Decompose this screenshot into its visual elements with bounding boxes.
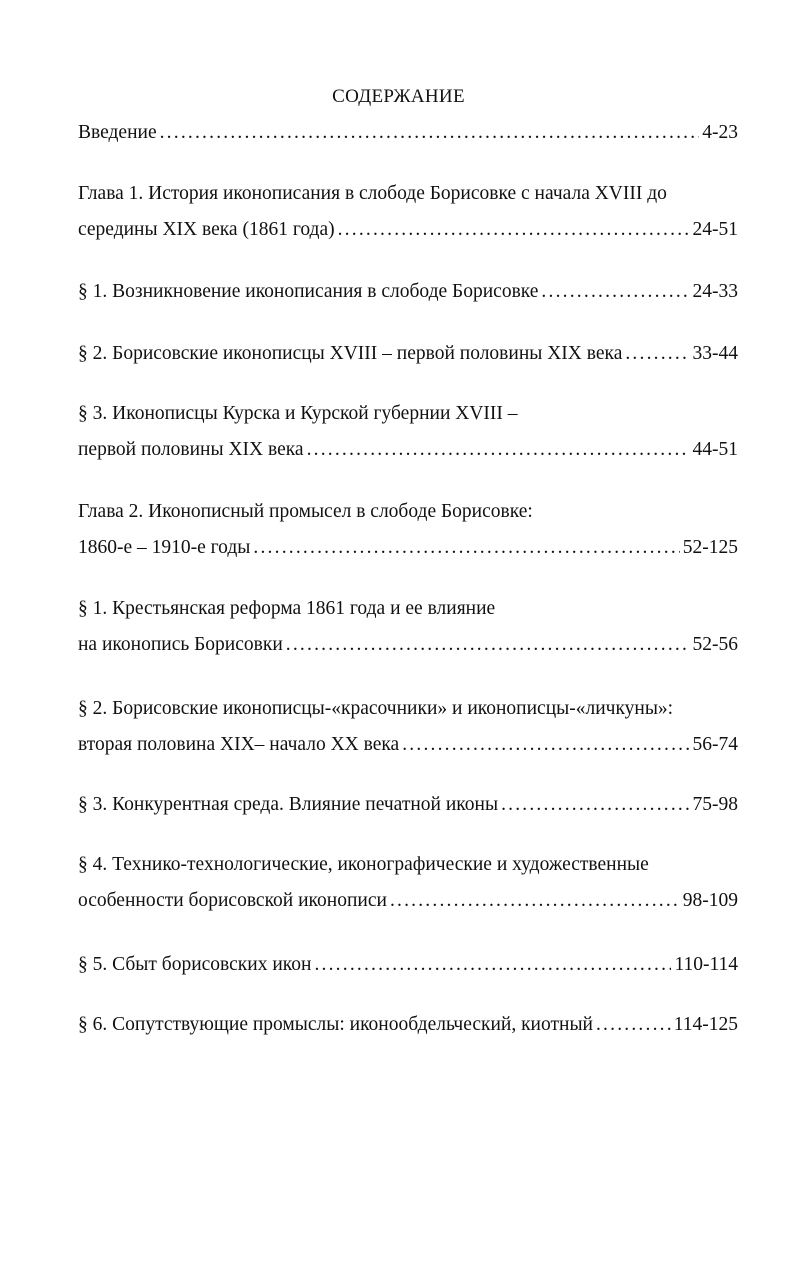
toc-entry-text: § 2. Борисовские иконописцы XVIII – первой половины XIX века — [78, 343, 623, 364]
dot-leader — [338, 218, 690, 242]
toc-page-range: 98-109 — [682, 890, 738, 911]
toc-entry-text: § 2. Борисовские иконописцы-«красочники» и иконописцы-«личкуны»: — [78, 698, 674, 719]
toc-entry-ch2-section-5 — [78, 953, 738, 977]
toc-entry-text: на иконопись Борисовки — [78, 634, 283, 655]
toc-entry-text: § 6. Сопутствующие промыслы: иконообдельческий, киотный — [78, 1014, 593, 1035]
toc-page-range: 24-33 — [692, 281, 738, 302]
toc-entry-ch1-section-1 — [78, 280, 738, 304]
toc-entry-ch1-section-3 — [78, 438, 738, 462]
toc-title: СОДЕРЖАНИЕ — [332, 86, 465, 107]
dot-leader — [307, 438, 690, 462]
toc-entry-text: § 4. Технико-технологические, иконографические и художественные — [78, 854, 649, 875]
toc-entry-text: § 3. Конкурентная среда. Влияние печатной иконы — [78, 794, 499, 815]
toc-entry-text: Глава 2. Иконописный промысел в слободе Борисовке: — [78, 501, 533, 522]
dot-leader — [541, 280, 689, 304]
dot-leader — [402, 733, 689, 757]
dot-leader — [596, 1013, 671, 1037]
toc-entry-text: Глава 1. История иконописания в слободе Борисовке с начала XVIII до — [78, 183, 667, 204]
toc-entry-ch2-section-6 — [78, 1013, 738, 1037]
toc-page-range: 33-44 — [692, 343, 738, 364]
toc-page-range: 4-23 — [702, 122, 738, 143]
toc-entry-ch2-section-3 — [78, 793, 738, 817]
toc-entry-ch2-section-2-line-1 — [78, 697, 738, 721]
toc-entry-text: § 5. Сбыт борисовских икон — [78, 954, 312, 975]
toc-entry-ch2-section-1 — [78, 633, 738, 657]
toc-page-range: 56-74 — [692, 734, 738, 755]
toc-entry-text: середины XIX века (1861 года) — [78, 219, 335, 240]
toc-entry-chapter-1-line-1 — [78, 182, 738, 206]
toc-entry-text: первой половины XIX века — [78, 439, 304, 460]
dot-leader — [160, 121, 700, 145]
dot-leader — [625, 342, 689, 366]
toc-entry-text: особенности борисовской иконописи — [78, 890, 387, 911]
dot-leader — [501, 793, 689, 817]
dot-leader — [286, 633, 690, 657]
toc-page-range: 110-114 — [674, 954, 738, 975]
toc-entry-ch1-section-3-line-1 — [78, 402, 738, 426]
toc-entry-text: Введение — [78, 122, 157, 143]
toc-entry-text: § 1. Крестьянская реформа 1861 года и ее влияние — [78, 598, 496, 619]
toc-entry-text: вторая половина XIX– начало XX века — [78, 734, 400, 755]
toc-entry-chapter-1 — [78, 218, 738, 242]
toc-entry-ch2-section-1-line-1 — [78, 597, 738, 621]
toc-page-range: 52-125 — [682, 537, 738, 558]
dot-leader — [390, 889, 680, 913]
toc-entry-ch2-section-4-line-1 — [78, 853, 738, 877]
toc-entry-text: § 3. Иконописцы Курска и Курской губернии XVIII – — [78, 403, 518, 424]
toc-page-range: 114-125 — [673, 1014, 738, 1035]
toc-page-range: 52-56 — [692, 634, 738, 655]
dot-leader — [314, 953, 671, 977]
toc-entry-ch2-section-2 — [78, 733, 738, 757]
toc-entry-introduction — [78, 121, 738, 145]
toc-entry-text: 1860-е – 1910-е годы — [78, 537, 251, 558]
toc-page-range: 75-98 — [692, 794, 738, 815]
toc-entry-text: § 1. Возникновение иконописания в слободе Борисовке — [78, 281, 539, 302]
toc-entry-chapter-2 — [78, 536, 738, 560]
toc-entry-ch2-section-4 — [78, 889, 738, 913]
toc-page-range: 24-51 — [692, 219, 738, 240]
toc-page-range: 44-51 — [692, 439, 738, 460]
dot-leader — [253, 536, 679, 560]
toc-entry-ch1-section-2 — [78, 342, 738, 366]
toc-entry-chapter-2-line-1 — [78, 500, 738, 524]
